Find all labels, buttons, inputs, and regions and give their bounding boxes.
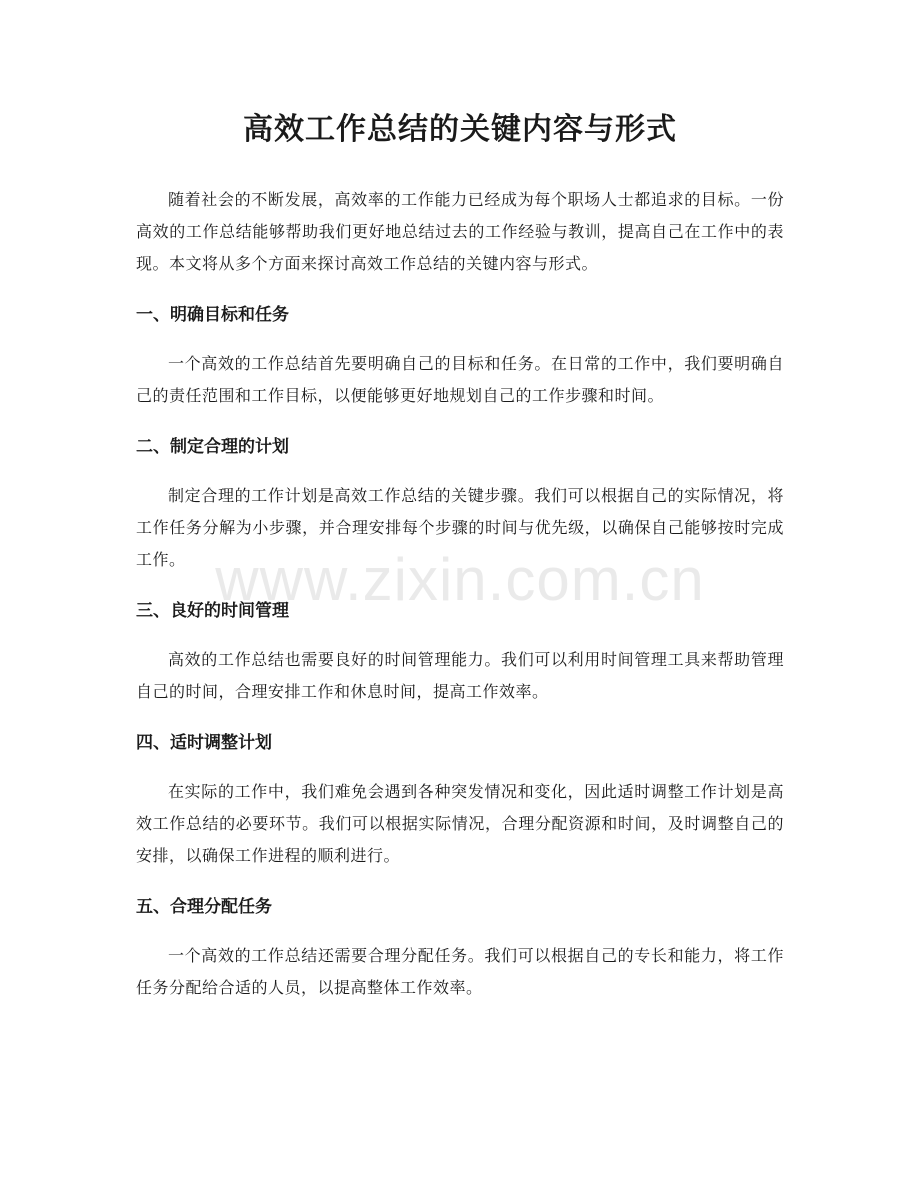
section-4 xyxy=(136,730,784,872)
intro-paragraph: 随着社会的不断发展，高效率的工作能力已经成为每个职场人士都追求的目标。一份高效的工作总结能够帮助我们更好地总结过去的工作经验与教训，提高自己在工作中的表现。本文将从多个方面来探讨高效工作总结的关键内容与形式。 xyxy=(136,190,784,273)
section-heading: 一、明确目标和任务 xyxy=(136,305,289,325)
section-paragraph: 一个高效的工作总结首先要明确自己的目标和任务。在日常的工作中，我们要明确自己的责任范围和工作目标，以便能够更好地规划自己的工作步骤和时间。 xyxy=(136,354,784,405)
section-heading: 五、合理分配任务 xyxy=(136,897,272,917)
section-3 xyxy=(136,598,784,708)
section-heading: 三、良好的时间管理 xyxy=(136,601,289,621)
section-paragraph: 制定合理的工作计划是高效工作总结的关键步骤。我们可以根据自己的实际情况，将工作任务分解为小步骤，并合理安排每个步骤的时间与优先级，以确保自己能够按时完成工作。 xyxy=(136,486,784,569)
page-title: 高效工作总结的关键内容与形式 xyxy=(243,112,677,147)
section-5 xyxy=(136,894,784,1004)
section-2 xyxy=(136,434,784,576)
section-heading: 四、适时调整计划 xyxy=(136,733,272,753)
section-paragraph: 在实际的工作中，我们难免会遇到各种突发情况和变化，因此适时调整工作计划是高效工作总结的必要环节。我们可以根据实际情况，合理分配资源和时间，及时调整自己的安排，以确保工作进程的顺利进行。 xyxy=(136,782,784,865)
section-heading: 二、制定合理的计划 xyxy=(136,437,289,457)
document-body xyxy=(136,184,784,1004)
section-1 xyxy=(136,302,784,412)
section-paragraph: 一个高效的工作总结还需要合理分配任务。我们可以根据自己的专长和能力，将工作任务分配给合适的人员，以提高整体工作效率。 xyxy=(136,946,784,997)
section-paragraph: 高效的工作总结也需要良好的时间管理能力。我们可以利用时间管理工具来帮助管理自己的时间，合理安排工作和休息时间，提高工作效率。 xyxy=(136,650,784,701)
watermark: www.zixin.com.cn xyxy=(215,546,705,613)
